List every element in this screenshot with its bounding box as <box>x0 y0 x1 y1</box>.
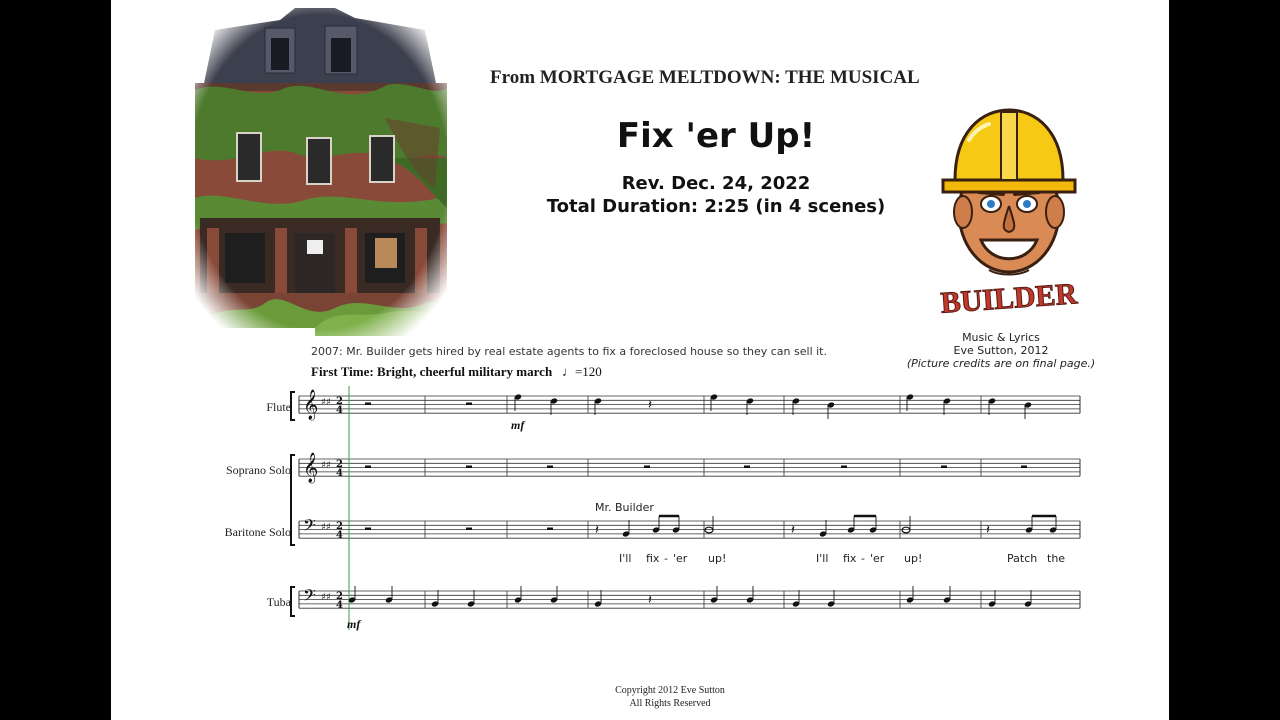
time-signature: 2 <box>336 459 343 470</box>
tempo-text: First Time: Bright, cheerful military march <box>311 364 553 379</box>
credits-line-3: (Picture credits are on final page.) <box>906 357 1096 370</box>
whole-rest <box>1021 466 1027 469</box>
key-signature: ♯♯ <box>321 592 331 603</box>
sheet-music-page <box>111 0 1169 720</box>
time-signature: 2 <box>336 521 343 532</box>
time-signature: 2 <box>336 591 343 602</box>
instrument-label-soprano: Soprano Solo <box>225 463 291 477</box>
total-duration: Total Duration: 2:25 (in 4 scenes) <box>546 196 886 217</box>
quarter-rest: 𝄽 <box>648 398 652 413</box>
staff-lines <box>291 386 1080 630</box>
time-signature: 4 <box>336 600 343 611</box>
lyric-word: 'er <box>870 552 885 565</box>
whole-rest <box>365 528 371 531</box>
builder-cartoon-icon <box>929 100 1089 325</box>
scene-note: 2007: Mr. Builder gets hired by real estate agents to fix a foreclosed house so they can sell it. <box>311 345 827 358</box>
lyric-word: Patch <box>1007 552 1038 565</box>
lyric-word: - <box>861 552 865 565</box>
song-title: Fix 'er Up! <box>616 116 816 156</box>
time-signature: 4 <box>336 405 343 416</box>
lyric-word: up! <box>904 552 923 565</box>
music-credits <box>901 331 1101 370</box>
whole-rest <box>547 466 553 469</box>
quarter-rest: 𝄽 <box>648 593 652 608</box>
tempo-marking <box>311 364 602 380</box>
credits-line-1: Music & Lyrics <box>962 331 1040 344</box>
musical-source-line: From MORTGAGE MELTDOWN: THE MUSICAL <box>490 67 920 88</box>
half-note-head <box>902 527 910 533</box>
revision-date: Rev. Dec. 24, 2022 <box>621 173 811 194</box>
dynamic-flute: mf <box>511 418 525 432</box>
copyright-line-1: Copyright 2012 Eve Sutton <box>615 685 725 696</box>
treble-clef-icon: 𝄞 <box>303 390 319 420</box>
lyric-word: up! <box>708 552 727 565</box>
half-note-head <box>705 527 713 533</box>
abandoned-house-photo <box>185 8 453 336</box>
key-signature: ♯♯ <box>321 522 331 533</box>
key-signature: ♯♯ <box>321 397 331 408</box>
lyric-word: fix <box>843 552 857 565</box>
quarter-rest: 𝄽 <box>595 523 599 538</box>
time-signature: 4 <box>336 530 343 541</box>
lyric-word: fix <box>646 552 660 565</box>
whole-rest <box>365 403 371 406</box>
bass-clef-icon: 𝄢 <box>303 585 316 609</box>
time-signature: 2 <box>336 396 343 407</box>
lyric-word: I'll <box>816 552 829 565</box>
bass-clef-icon: 𝄢 <box>303 515 316 539</box>
builder-caption: BUILDER <box>939 277 1079 320</box>
notation <box>303 389 1057 611</box>
quarter-rest: 𝄽 <box>791 523 795 538</box>
instrument-label-tuba: Tuba <box>266 595 291 609</box>
metronome-value: =120 <box>574 364 602 379</box>
whole-rest <box>644 466 650 469</box>
credits-line-2: Eve Sutton, 2012 <box>953 344 1049 357</box>
whole-rest <box>466 528 472 531</box>
dynamic-tuba: mf <box>347 617 361 631</box>
instrument-label-baritone: Baritone Solo <box>224 525 291 539</box>
whole-rest <box>466 403 472 406</box>
treble-clef-icon: 𝄞 <box>303 453 319 483</box>
whole-rest <box>841 466 847 469</box>
whole-rest <box>466 466 472 469</box>
whole-rest <box>547 528 553 531</box>
whole-rest <box>941 466 947 469</box>
time-signature: 4 <box>336 468 343 479</box>
copyright-line-2: All Rights Reserved <box>629 698 711 709</box>
key-signature: ♯♯ <box>321 460 331 471</box>
copyright <box>541 684 799 710</box>
lyric-word: 'er <box>673 552 688 565</box>
instrument-label-flute: Flute <box>266 400 291 414</box>
lyric-word: I'll <box>619 552 632 565</box>
bracket <box>291 392 295 420</box>
role-label: Mr. Builder <box>595 501 654 514</box>
lyric-word: - <box>664 552 668 565</box>
whole-rest <box>365 466 371 469</box>
lyric-word: the <box>1047 552 1066 565</box>
metronome-mark: ♩=120 <box>555 364 602 379</box>
whole-rest <box>744 466 750 469</box>
bracket <box>291 455 295 545</box>
quarter-rest: 𝄽 <box>986 523 990 538</box>
bracket <box>291 587 295 616</box>
